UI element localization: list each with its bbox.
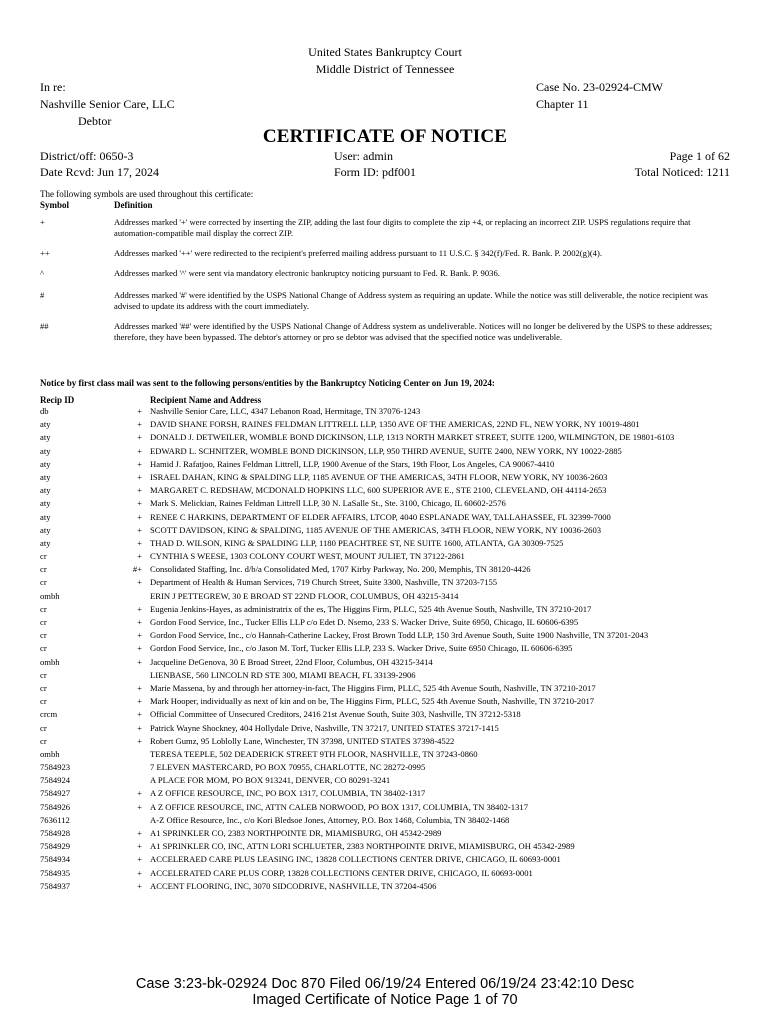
recipient-row: [40, 802, 740, 815]
recipient-address: Gordon Food Service, Inc., Tucker Ellis LLP c/o Edet D. Nsemo, 233 S. Wacker Drive, Suite 6950, Chicago, IL 60606-6395: [150, 617, 579, 627]
recipient-address: MARGARET C. REDSHAW, MCDONALD HOPKINS LLC, 600 SUPERIOR AVE E., STE 2100, CLEVELAND, OH 44114-2653: [150, 485, 607, 496]
recipient-id: cr: [40, 722, 47, 733]
address-symbol: +: [137, 432, 142, 443]
recipient-id: crcm: [40, 709, 58, 720]
recipient-id: aty: [40, 445, 51, 456]
recipient-address: Official Committee of Unsecured Creditors, 2416 21st Avenue South, Suite 303, Nashville, TN 37212-5318: [150, 709, 521, 720]
address-symbol: +: [137, 485, 142, 496]
recipient-id: 7584923: [40, 762, 71, 773]
recipient-row: [40, 472, 740, 485]
recipient-id: 7584928: [40, 828, 71, 838]
recipient-row: [40, 617, 740, 630]
recipient-row: [40, 696, 740, 709]
col-recip-id: Recip ID: [40, 395, 75, 405]
recipient-id: aty: [40, 419, 51, 430]
recipient-address: RENEE C HARKINS, DEPARTMENT OF ELDER AFFAIRS, LTCOP, 4040 ESPLANADE WAY, TALLAHASSEE, FL 32399-7000: [150, 511, 611, 522]
recipient-id: 7584937: [40, 880, 71, 891]
recipient-address: Mark Hooper, individually as next of kin and on be, The Higgins Firm, PLLC, 525 4th Avenue South, Nashville, TN 37210-2017: [150, 696, 595, 707]
case-number: Case No. 23-02924-CMW: [536, 80, 663, 94]
col-recipient: Recipient Name and Address: [150, 395, 262, 405]
district-off: District/off: 0650-3: [40, 149, 134, 163]
address-symbol: +: [137, 511, 142, 522]
address-symbol: +: [137, 406, 142, 416]
recipient-id: aty: [40, 432, 51, 443]
recipient-id: 7584934: [40, 854, 71, 865]
recipient-id: cr: [40, 617, 47, 627]
recipient-id: cr: [40, 551, 47, 562]
recipient-address: Marie Massena, by and through her attorney-in-fact, The Higgins Firm, PLLC, 525 4th Avenue South, Nashville, TN 37210-2017: [150, 682, 596, 693]
form-id: Form ID: pdf001: [334, 165, 416, 179]
recipient-address: Nashville Senior Care, LLC, 4347 Lebanon Road, Hermitage, TN 37076-1243: [150, 406, 421, 416]
recipient-address: DAVID SHANE FORSH, RAINES FELDMAN LITTRELL LLP, 1350 AVE OF THE AMERICAS, 22ND FL, NEW YORK, NY 10019-4801: [150, 419, 640, 430]
recipient-address: A1 SPRINKLER CO, INC, ATTN LORI SCHLUETER, 2383 NORTHPOINTE DRIVE, MIAMISBURG, OH 45342-2989: [150, 841, 575, 852]
recipient-address: THAD D. WILSON, KING & SPALDING LLP, 1180 PEACHTREE ST, NE SUITE 1600, ATLANTA, GA 30309-7525: [150, 537, 564, 548]
recipient-id: cr: [40, 577, 47, 588]
debtor-label: Debtor: [78, 114, 112, 128]
recipient-row: [40, 538, 740, 551]
recipient-address: CYNTHIA S WEESE, 1303 COLONY COURT WEST, MOUNT JULIET, TN 37122-2861: [150, 551, 465, 562]
recipient-row: [40, 762, 740, 775]
address-symbol: +: [137, 445, 142, 456]
recipient-id: cr: [40, 643, 47, 654]
recipient-row: [40, 788, 740, 801]
recipient-id: aty: [40, 524, 51, 535]
recipient-row: [40, 604, 740, 617]
recipient-address: EDWARD L. SCHNITZER, WOMBLE BOND DICKINSON, LLP, 950 THIRD AVENUE, SUITE 2400, NEW YORK, NY 10022-2885: [150, 445, 622, 456]
symbols-col-symbol: Symbol: [40, 200, 70, 210]
address-symbol: +: [137, 419, 142, 430]
recipient-id: aty: [40, 485, 51, 496]
recipient-address: Patrick Wayne Shockney, 404 Hollydale Drive, Nashville, TN 37217, UNITED STATES 37217-1415: [150, 722, 499, 733]
recipient-id: 7584935: [40, 867, 71, 878]
recipient-id: ombh: [40, 590, 60, 601]
recipient-address: TERESA TEEPLE, 502 DEADERICK STREET 9TH FLOOR, NASHVILLE, TN 37243-0860: [150, 748, 478, 759]
recipient-address: ACCELERAED CARE PLUS LEASING INC, 13828 COLLECTIONS CENTER DRIVE, CHICAGO, IL 60693-0001: [150, 854, 561, 865]
recipient-address: Jacqueline DeGenova, 30 E Broad Street, 22nd Floor, Columbus, OH 43215-3414: [150, 656, 433, 667]
symbols-intro: The following symbols are used throughout this certificate:: [40, 189, 254, 199]
symbol: #: [40, 290, 45, 300]
recipient-address: Gordon Food Service, Inc., c/o Jason M. Torf, Tucker Ellis LLP, 233 S. Wacker Drive, Suite 6950 Chicago, IL 60606-6395: [150, 643, 573, 654]
symbol-definition: Addresses marked '^' were sent via mandatory electronic bankruptcy noticing pursuant to Fed. R. Bank. P. 9036.: [114, 268, 500, 278]
recipient-id: cr: [40, 669, 47, 680]
chapter: Chapter 11: [536, 97, 589, 111]
address-symbol: +: [137, 801, 142, 812]
address-symbol: +: [137, 498, 142, 509]
symbol-definition: Addresses marked '++' were redirected to the recipient's preferred mailing address pursuant to 11 U.S.C. § 342(f)/Fed. R. Bank. P. 2002(g)(4).: [114, 248, 602, 258]
symbol-definition: Addresses marked '##' were identified by the USPS National Change of Address system as undeliverable. Notices will no longer be delivered by the USPS to these addresses; therefore, they have been bypassed. The debtor's attorney or pro se debtor was advised that the specified notice was undeliverable.: [114, 321, 713, 342]
recipient-row: [40, 551, 740, 564]
recipient-id: cr: [40, 735, 47, 746]
recipient-address: Gordon Food Service, Inc., c/o Hannah-Catherine Lackey, Frost Brown Todd LLP, 150 3rd Avenue South, Suite 1900 Nashville, TN 37201-2043: [150, 630, 649, 641]
address-symbol: +: [137, 709, 142, 720]
symbol: ++: [40, 248, 50, 258]
address-symbol: +: [137, 458, 142, 469]
symbols-col-definition: Definition: [114, 200, 153, 210]
recipient-id: cr: [40, 630, 47, 641]
recipient-address: LIENBASE, 560 LINCOLN RD STE 300, MIAMI BEACH, FL 33139-2906: [150, 669, 416, 680]
recipient-row: [40, 775, 740, 788]
recipient-id: 7584926: [40, 801, 71, 812]
recipient-id: 7584929: [40, 841, 71, 852]
address-symbol: +: [137, 471, 142, 482]
recipient-row: [40, 736, 740, 749]
recipient-id: cr: [40, 603, 47, 614]
recipient-id: 7584924: [40, 775, 71, 786]
recipient-row: [40, 630, 740, 643]
recipient-row: [40, 815, 740, 828]
in-re-label: In re:: [40, 80, 66, 94]
notice-heading: Notice by first class mail was sent to the following persons/entities by the Bankruptcy Noticing Center on Jun 19, 2024:: [40, 378, 495, 388]
recipient-address: DONALD J. DETWEILER, WOMBLE BOND DICKINSON, LLP, 1313 NORTH MARKET STREET, SUITE 1200, WILMINGTON, DE 19801-6103: [150, 432, 675, 443]
recipient-address: Consolidated Staffing, Inc. d/b/a Consolidated Med, 1707 Kirby Parkway, No. 200, Memphis, TN 38120-4426: [150, 564, 531, 575]
recipient-row: [40, 828, 740, 841]
recipient-address: Department of Health & Human Services, 719 Church Street, Suite 3300, Nashville, TN 37203-7155: [150, 577, 498, 588]
total-noticed: Total Noticed: 1211: [634, 165, 730, 179]
user: User: admin: [334, 149, 393, 163]
symbol-definition: Addresses marked '+' were corrected by inserting the ZIP, adding the last four digits to complete the zip +4, or replacing an incorrect ZIP. USPS regulations require that automation-compatible mail display the correct ZIP.: [114, 217, 691, 238]
recipient-address: A Z OFFICE RESOURCE, INC, PO BOX 1317, COLUMBIA, TN 38402-1317: [150, 788, 426, 799]
recipient-address: A1 SPRINKLER CO, 2383 NORTHPOINTE DR, MIAMISBURG, OH 45342-2989: [150, 828, 442, 838]
address-symbol: +: [137, 867, 142, 878]
address-symbol: +: [137, 722, 142, 733]
recipient-row: [40, 446, 740, 459]
recipient-id: 7636112: [40, 814, 70, 825]
recipient-address: A-Z Office Resource, Inc., c/o Kori Bledsoe Jones, Attorney, P.O. Box 1468, Columbia, TN 38402-1468: [150, 814, 510, 825]
recipient-address: ISRAEL DAHAN, KING & SPALDING LLP, 1185 AVENUE OF THE AMERICAS, 34TH FLOOR, NEW YORK, NY 10036-2603: [150, 471, 608, 482]
recipient-row: [40, 868, 740, 881]
recipient-id: aty: [40, 471, 51, 482]
document-title: CERTIFICATE OF NOTICE: [262, 126, 508, 147]
recipient-address: ERIN J PETTEGREW, 30 E BROAD ST 22ND FLOOR, COLUMBUS, OH 43215-3414: [150, 590, 459, 601]
recipient-row: [40, 683, 740, 696]
address-symbol: +: [137, 551, 142, 562]
address-symbol: +: [137, 617, 142, 627]
recipient-id: aty: [40, 458, 51, 469]
recipient-row: [40, 657, 740, 670]
address-symbol: +: [137, 880, 142, 891]
address-symbol: +: [137, 630, 142, 641]
recipient-row: [40, 577, 740, 590]
recipient-address: ACCENT FLOORING, INC, 3070 SIDCODRIVE, NASHVILLE, TN 37204-4506: [150, 880, 437, 891]
footer-imaged-line: Imaged Certificate of Notice Page 1 of 70: [252, 992, 518, 1008]
recipient-row: [40, 406, 740, 419]
address-symbol: +: [137, 603, 142, 614]
address-symbol: +: [137, 643, 142, 654]
page-count: Page 1 of 62: [669, 149, 730, 163]
address-symbol: +: [137, 696, 142, 707]
recipient-id: ombh: [40, 656, 60, 667]
address-symbol: +: [137, 841, 142, 852]
recipient-row: [40, 881, 740, 894]
address-symbol: +: [137, 682, 142, 693]
address-symbol: +: [137, 788, 142, 799]
recipient-id: cr: [40, 682, 47, 693]
recipient-address: Eugenia Jenkins-Hayes, as administratrix of the es, The Higgins Firm, PLLC, 525 4th Avenue South, Nashville, TN 37210-2017: [150, 603, 592, 614]
address-symbol: +: [137, 577, 142, 588]
recipient-row: [40, 432, 740, 445]
recipient-address: SCOTT DAVIDSON, KING & SPALDING, 1185 AVENUE OF THE AMERICAS, 34TH FLOOR, NEW YORK, NY 10036-2603: [150, 524, 602, 535]
recipient-address: A Z OFFICE RESOURCE, INC, ATTN CALEB NORWOOD, PO BOX 1317, COLUMBIA, TN 38402-1317: [150, 801, 528, 812]
recipient-row: [40, 419, 740, 432]
recipient-id: ombh: [40, 748, 60, 759]
recipient-row: [40, 723, 740, 736]
recipient-id: aty: [40, 498, 51, 509]
recipient-row: [40, 841, 740, 854]
recipient-row: [40, 512, 740, 525]
debtor-name: Nashville Senior Care, LLC: [40, 97, 175, 111]
recipient-row: [40, 564, 740, 577]
recipient-row: [40, 525, 740, 538]
recipient-row: [40, 670, 740, 683]
recipient-row: [40, 749, 740, 762]
symbol: +: [40, 217, 45, 227]
address-symbol: #+: [132, 564, 142, 575]
recipient-list: [40, 406, 740, 894]
address-symbol: +: [137, 537, 142, 548]
recipient-address: ACCELERATED CARE PLUS CORP, 13828 COLLECTIONS CENTER DRIVE, CHICAGO, IL 60693-0001: [150, 867, 533, 878]
recipient-address: Robert Gumz, 95 Loblolly Lane, Winchester, TN 37398, UNITED STATES 37398-4522: [150, 735, 455, 746]
recipient-id: cr: [40, 696, 47, 707]
recipient-row: [40, 643, 740, 656]
recipient-address: Mark S. Melickian, Raines Feldman Littrell LLP, 30 N. LaSalle St., Ste. 3100, Chicago, IL 60602-2576: [150, 498, 506, 509]
recipient-row: [40, 498, 740, 511]
recipient-row: [40, 709, 740, 722]
address-symbol: +: [137, 735, 142, 746]
recipient-address: 7 ELEVEN MASTERCARD, PO BOX 70955, CHARLOTTE, NC 28272-0995: [150, 762, 426, 773]
court-name: United States Bankruptcy Court: [308, 45, 462, 59]
recipient-row: [40, 459, 740, 472]
symbol: ^: [40, 268, 45, 278]
recipient-id: aty: [40, 511, 51, 522]
recipient-id: cr: [40, 564, 47, 575]
recipient-address: Hamid J. Rafatjoo, Raines Feldman Littrell, LLP, 1900 Avenue of the Stars, 19th Floor, Los Angeles, CA 90067-4410: [150, 458, 555, 469]
recipient-id: db: [40, 406, 49, 416]
recipient-row: [40, 854, 740, 867]
footer-case-line: Case 3:23-bk-02924 Doc 870 Filed 06/19/24 Entered 06/19/24 23:42:10 Desc: [135, 976, 635, 992]
date-received: Date Rcvd: Jun 17, 2024: [40, 165, 159, 179]
recipient-id: aty: [40, 537, 51, 548]
recipient-row: [40, 591, 740, 604]
symbol: ##: [40, 321, 49, 331]
address-symbol: +: [137, 656, 142, 667]
address-symbol: +: [137, 854, 142, 865]
symbol-definition: Addresses marked '#' were identified by the USPS National Change of Address system as requiring an update. While the notice was still deliverable, the notice recipient was advised to update its address with the court immediately.: [114, 290, 708, 311]
recipient-row: [40, 485, 740, 498]
address-symbol: +: [137, 828, 142, 838]
address-symbol: +: [137, 524, 142, 535]
recipient-id: 7584927: [40, 788, 71, 799]
court-district: Middle District of Tennessee: [315, 62, 455, 76]
recipient-address: A PLACE FOR MOM, PO BOX 913241, DENVER, CO 80291-3241: [150, 775, 391, 786]
